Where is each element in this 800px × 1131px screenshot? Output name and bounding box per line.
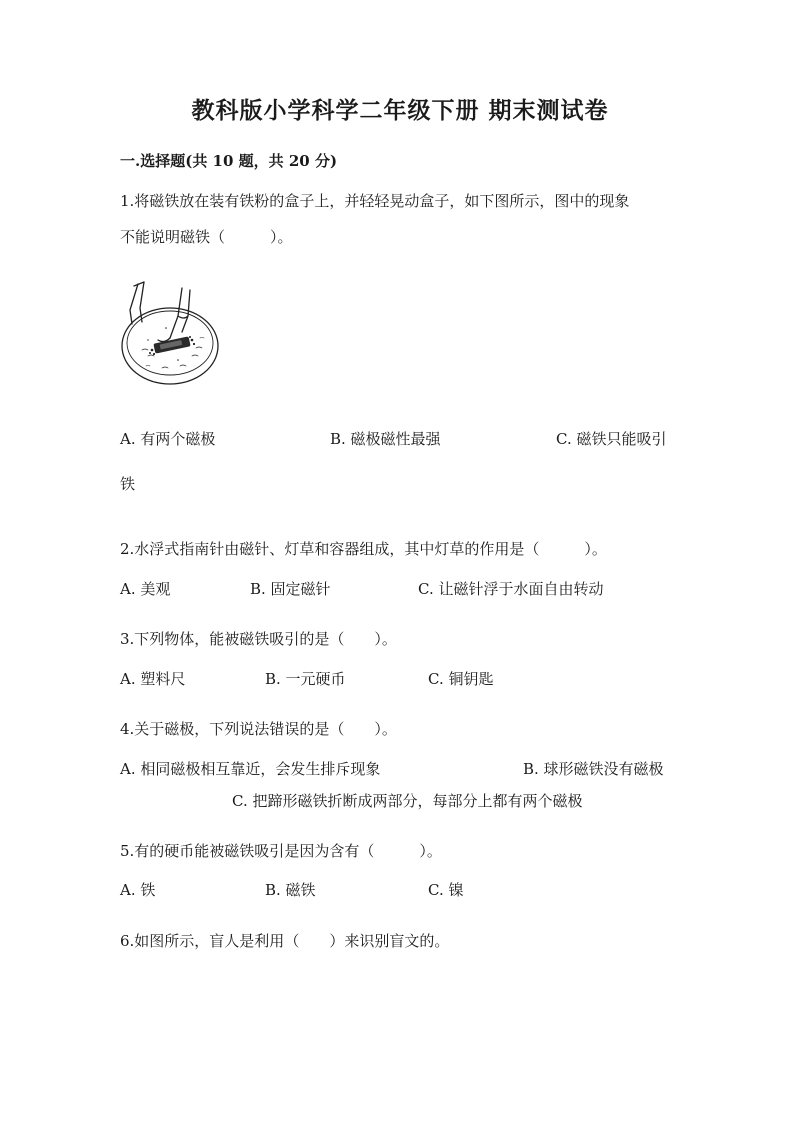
question-3-option-b: B. 一元硬币 bbox=[265, 670, 346, 688]
question-2-option-c: C. 让磁针浮于水面自由转动 bbox=[418, 580, 604, 598]
question-3-stem: 3.下列物体，能被磁铁吸引的是（ ）。 bbox=[120, 630, 397, 648]
question-1-option-c: C. 磁铁只能吸引 bbox=[556, 430, 667, 448]
question-1-stem-line-2: 不能说明磁铁（ ）。 bbox=[120, 228, 293, 246]
question-1-option-a: A. 有两个磁极 bbox=[120, 430, 216, 448]
question-6-stem: 6.如图所示，盲人是利用（ ）来识别盲文的。 bbox=[120, 932, 450, 950]
question-2-stem: 2.水浮式指南针由磁针、灯草和容器组成，其中灯草的作用是（ ）。 bbox=[120, 540, 607, 558]
question-4-option-b: B. 球形磁铁没有磁极 bbox=[523, 760, 664, 778]
question-4-option-c: C. 把蹄形磁铁折断成两部分，每部分上都有两个磁极 bbox=[232, 792, 583, 810]
question-2-option-b: B. 固定磁针 bbox=[250, 580, 331, 598]
question-4-option-a: A. 相同磁极相互靠近，会发生排斥现象 bbox=[120, 760, 381, 778]
question-5-option-b: B. 磁铁 bbox=[265, 881, 316, 899]
question-5-stem: 5.有的硬币能被磁铁吸引是因为含有（ ）。 bbox=[120, 842, 442, 860]
magnet-in-dish-illustration bbox=[118, 280, 224, 390]
question-1-option-b: B. 磁极磁性最强 bbox=[330, 430, 441, 448]
question-1-option-c-wrap: 铁 bbox=[120, 475, 136, 493]
question-5-option-a: A. 铁 bbox=[120, 881, 156, 899]
question-3-option-c: C. 铜钥匙 bbox=[428, 670, 494, 688]
question-3-option-a: A. 塑料尺 bbox=[120, 670, 186, 688]
question-1-stem-line-1: 1.将磁铁放在装有铁粉的盒子上，并轻轻晃动盒子，如下图所示，图中的现象 bbox=[120, 192, 630, 210]
page-title: 教科版小学科学二年级下册 期末测试卷 bbox=[191, 97, 609, 124]
question-2-option-a: A. 美观 bbox=[120, 580, 171, 598]
question-5-option-c: C. 镍 bbox=[428, 881, 464, 899]
section-heading: 一.选择题(共 10 题，共 20 分) bbox=[120, 152, 338, 170]
question-4-stem: 4.关于磁极，下列说法错误的是（ ）。 bbox=[120, 720, 397, 738]
